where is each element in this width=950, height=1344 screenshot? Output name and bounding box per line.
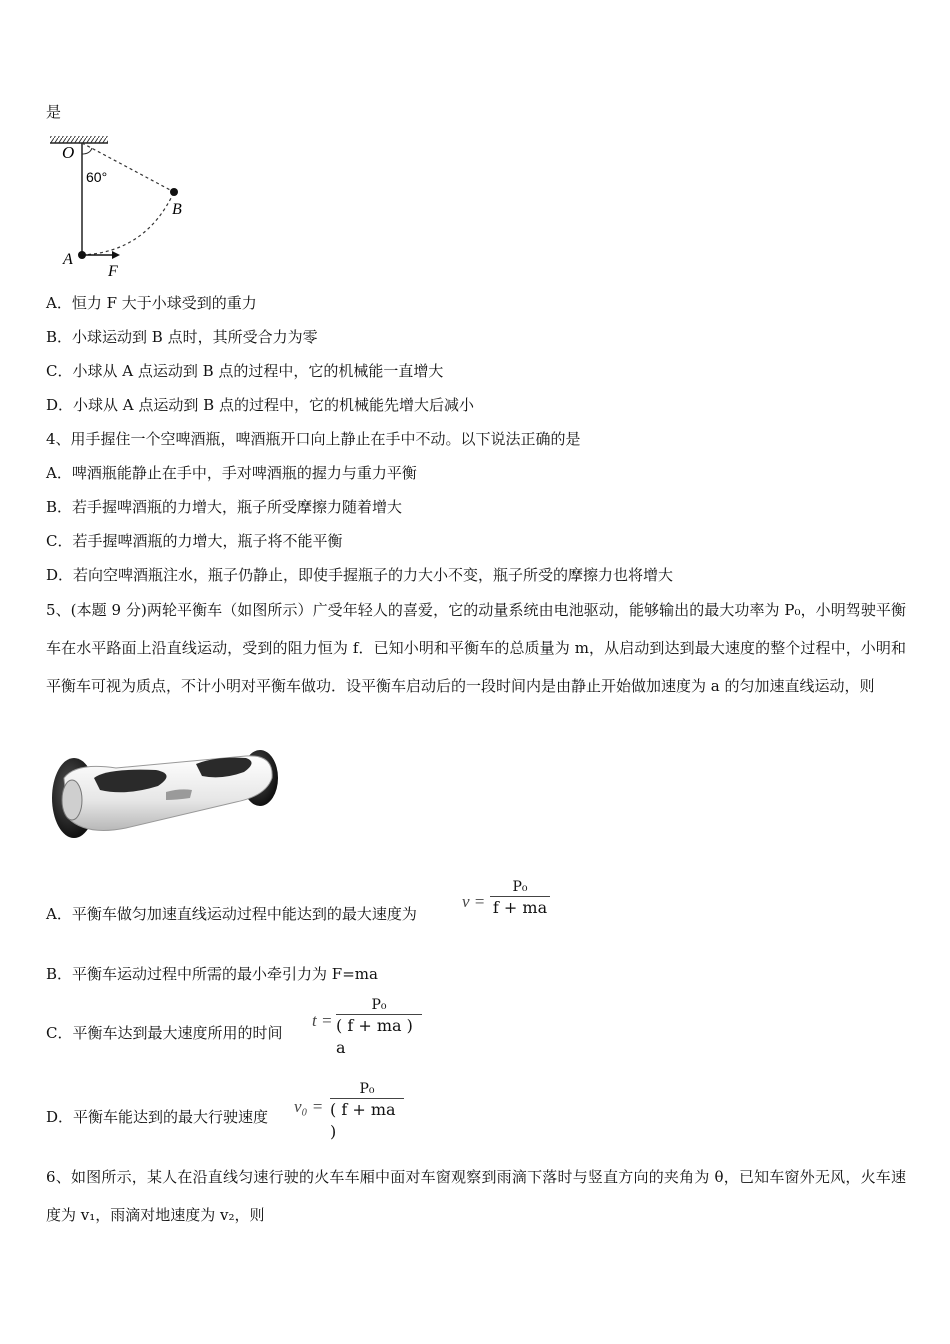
q6-stem: 6、如图所示，某人在沿直线匀速行驶的火车车厢中面对车窗观察到雨滴下落时与竖直方向的夹角为 θ，已知车窗外无风，火车速度为 v₁，雨滴对地速度为 v₂，则: [46, 1168, 906, 1224]
q5-stem: 5、(本题 9 分)两轮平衡车（如图所示）广受年轻人的喜爱，它的动量系统由电池驱动，能够输出的最大功率为 P₀，小明驾驶平衡车在水平路面上沿直线运动，受到的阻力恒为 f．已知小明和平衡车的总质量为 m，从启动到达到最大速度的整个过程中，小明和平衡车可视为质点，不计小明对平衡车做功．设平衡车启动后的一段时间内是由静止开始做加速度为 a 的匀加速直线运动，则: [46, 601, 906, 695]
left-hub: [62, 780, 82, 820]
formula-c-fraction: [336, 996, 422, 1059]
ceiling-hatch: [50, 136, 108, 143]
q3-option-a: A．恒力 F 大于小球受到的重力: [46, 294, 257, 312]
pendulum-figure: [46, 132, 206, 282]
q5-option-d: D．平衡车能达到的最大行驶速度: [46, 1108, 269, 1126]
q4-option-d: D．若向空啤酒瓶注水，瓶子仍静止，即使手握瓶子的力大小不变，瓶子所受的摩擦力也将增大: [46, 566, 674, 584]
formula-d-fraction: [330, 1080, 404, 1143]
formula-a-numerator: P₀: [512, 879, 528, 895]
q3-option-c: C．小球从 A 点运动到 B 点的过程中，它的机械能一直增大: [46, 362, 444, 380]
top-fragment: 是: [46, 103, 62, 121]
formula-c-denominator: ( f + ma ) a: [336, 1016, 413, 1057]
force-arrowhead: [112, 251, 120, 259]
q3-option-d: D．小球从 A 点运动到 B 点的过程中，它的机械能先增大后减小: [46, 396, 474, 414]
label-a: A: [63, 251, 73, 268]
label-f: F: [108, 263, 118, 280]
q4-option-b: B．若手握啤酒瓶的力增大，瓶子所受摩擦力随着增大: [46, 498, 403, 516]
formula-a-fraction: [490, 878, 550, 919]
q4-option-a: A．啤酒瓶能静止在手中，手对啤酒瓶的握力与重力平衡: [46, 464, 417, 482]
formula-d-lhs: v₀ =: [294, 1097, 324, 1116]
dashed-arc: [82, 192, 174, 255]
angle-arc: [82, 148, 92, 154]
q3-option-b: B．小球运动到 B 点时，其所受合力为零: [46, 328, 318, 346]
hoverboard-image: [46, 748, 286, 848]
q5-option-c: C．平衡车达到最大速度所用的时间: [46, 1024, 283, 1042]
q5-option-a: A．平衡车做匀加速直线运动过程中能达到的最大速度为: [46, 905, 417, 923]
label-o: O: [62, 143, 75, 162]
ball-b: [170, 188, 178, 196]
label-angle: 60°: [86, 169, 108, 185]
formula-d-denominator: ( f + ma ): [330, 1100, 396, 1141]
formula-c-numerator: P₀: [371, 997, 387, 1013]
label-b: B: [172, 201, 182, 218]
formula-a-lhs: v =: [462, 892, 486, 911]
q4-option-c: C．若手握啤酒瓶的力增大，瓶子将不能平衡: [46, 532, 343, 550]
formula-d-numerator: P₀: [359, 1081, 375, 1097]
formula-c-lhs: t =: [312, 1011, 333, 1030]
q5-option-b: B．平衡车运动过程中所需的最小牵引力为 F=ma: [46, 965, 378, 983]
formula-a-denominator: f + ma: [492, 898, 548, 917]
q4-stem: 4、用手握住一个空啤酒瓶，啤酒瓶开口向上静止在手中不动。以下说法正确的是: [46, 430, 581, 448]
